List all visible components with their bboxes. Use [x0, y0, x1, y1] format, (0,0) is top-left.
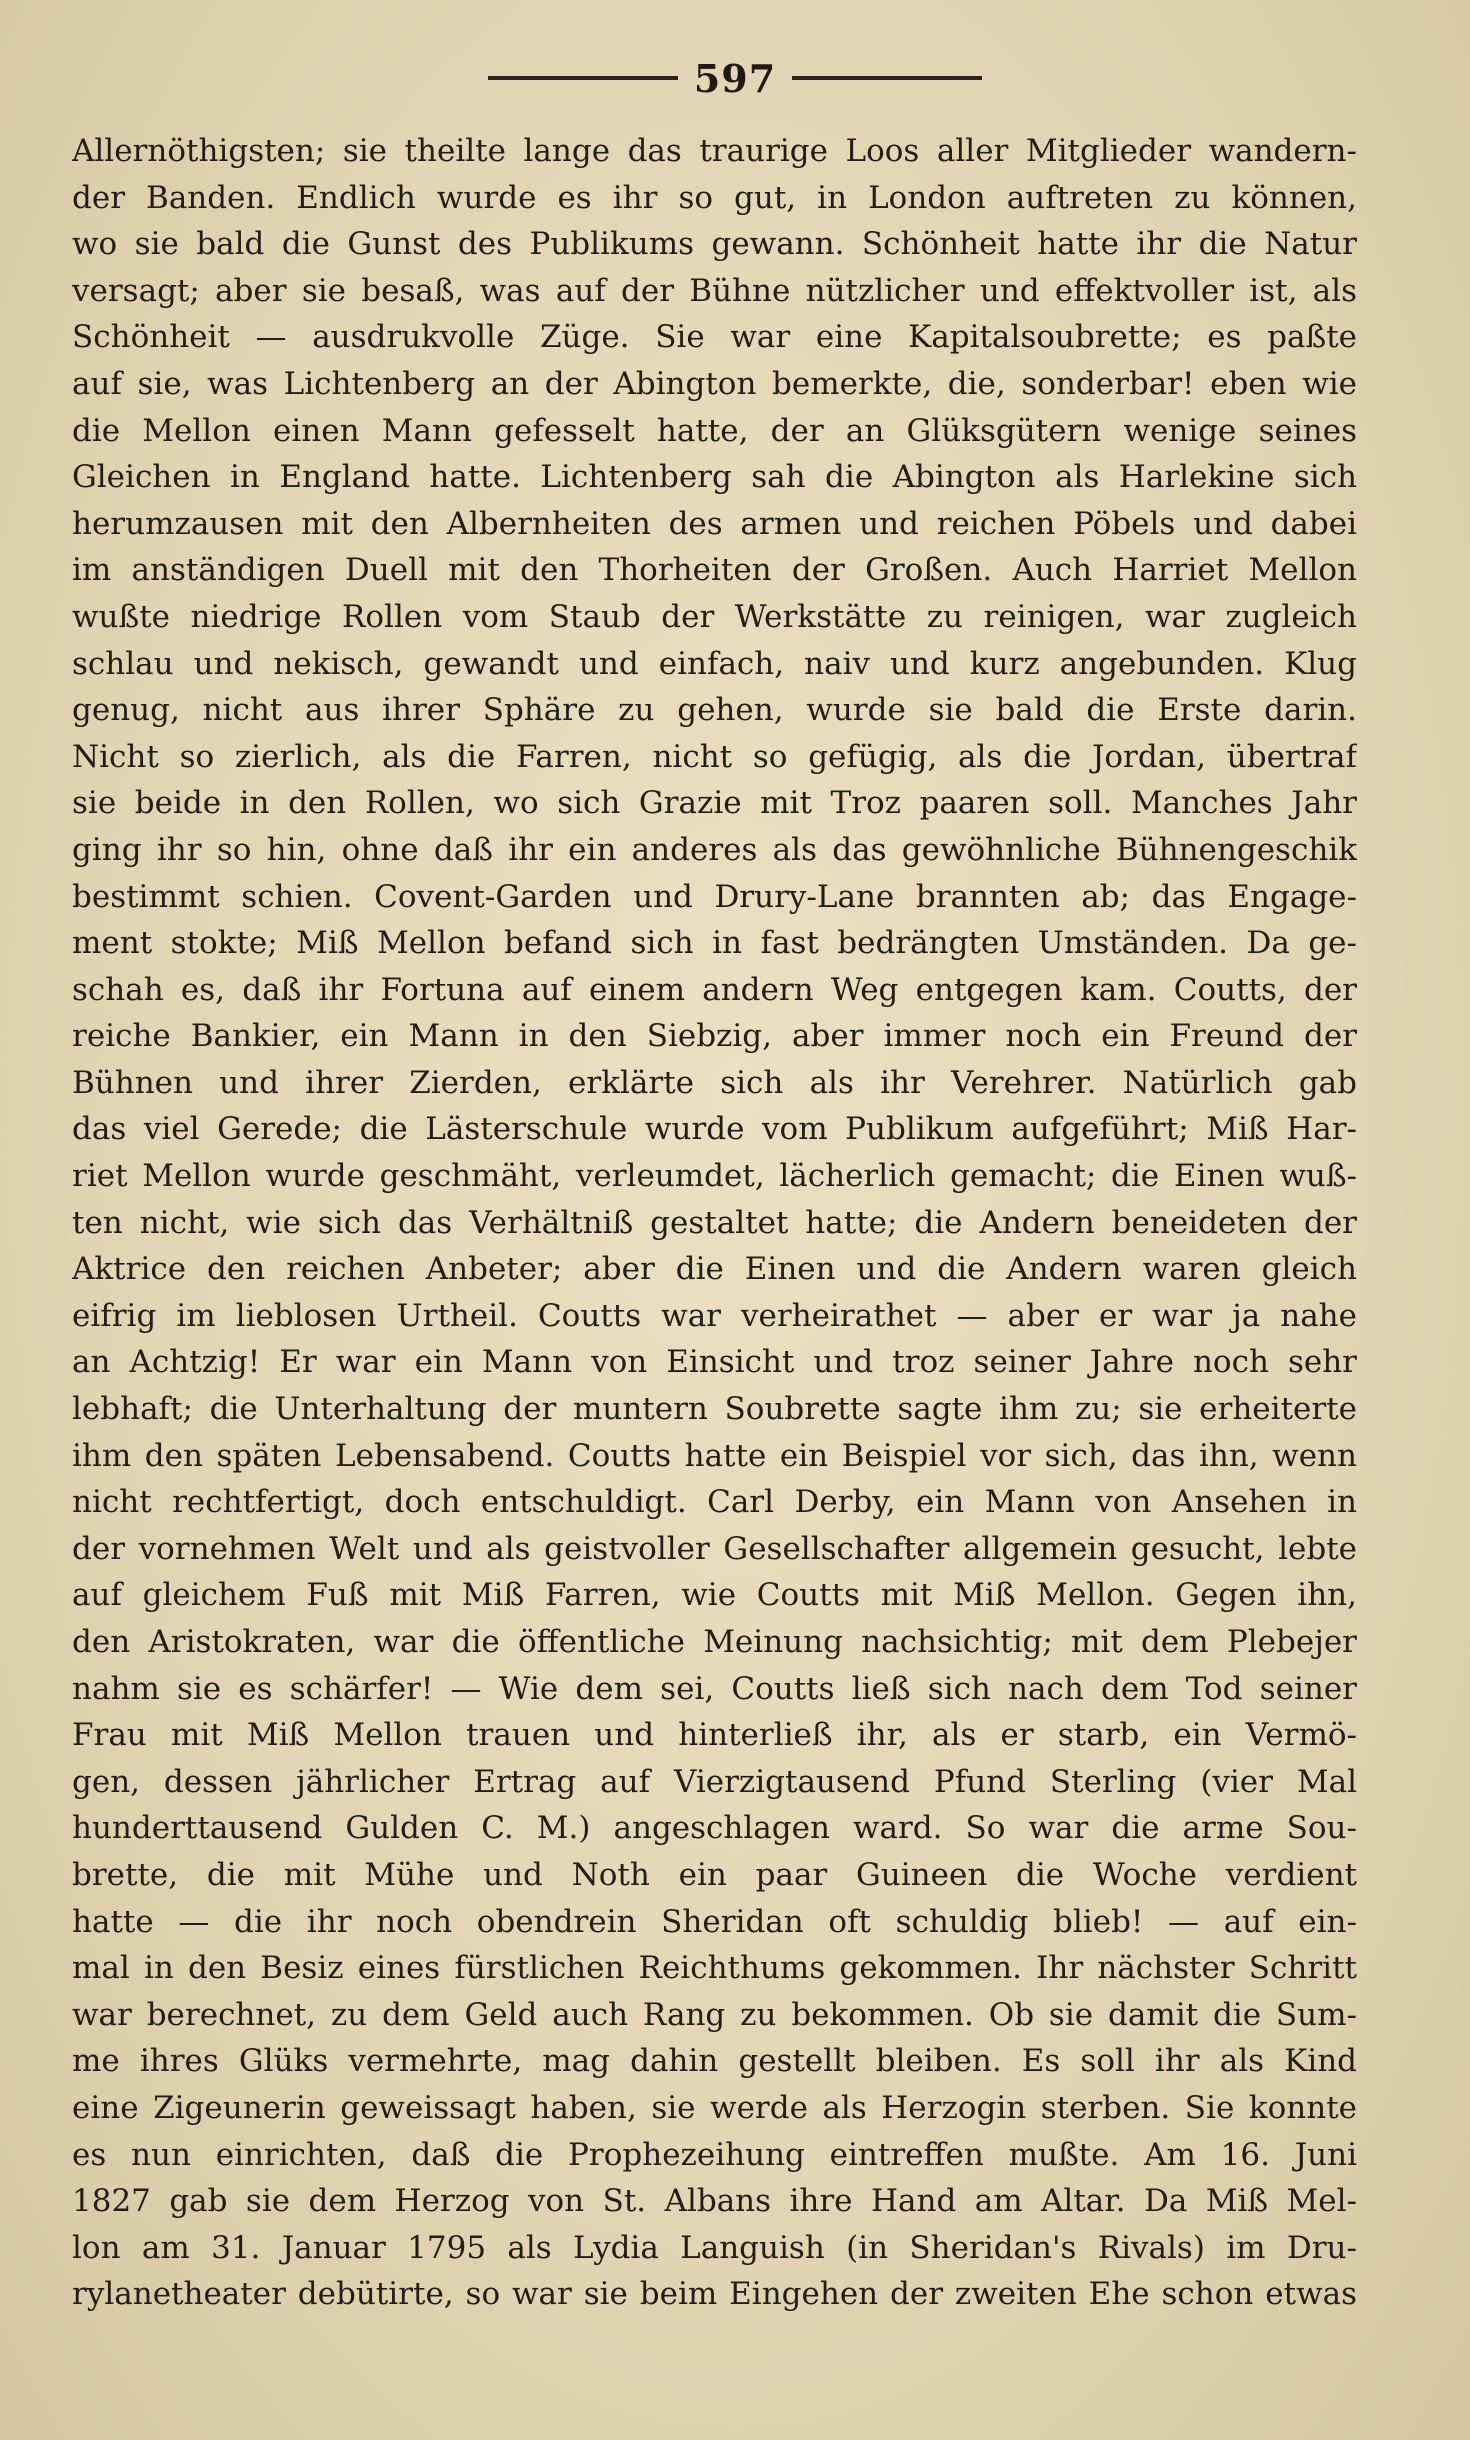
text-line: schlau und nekisch, gewandt und einfach, naiv und kurz angebunden. Klug [72, 645, 1357, 682]
text-line: auf gleichem Fuß mit Miß Farren, wie Coutts mit Miß Mellon. Gegen ihn, [72, 1577, 1357, 1614]
text-line: Nicht so zierlich, als die Farren, nicht so gefügig, als die Jordan, übertraf [72, 738, 1357, 775]
text-line: der vornehmen Welt und als geistvoller Gesellschafter allgemein gesucht, lebte [72, 1530, 1357, 1567]
text-line: Gleichen in England hatte. Lichtenberg sah die Abington als Harlekine sich [72, 459, 1357, 496]
text-line: riet Mellon wurde geschmäht, verleumdet, lächerlich gemacht; die Einen wuß- [72, 1158, 1357, 1195]
text-line: ten nicht, wie sich das Verhältniß gestaltet hatte; die Andern beneideten der [72, 1204, 1357, 1241]
text-line: es nun einrichten, daß die Prophezeihung eintreffen mußte. Am 16. Juni [72, 2136, 1357, 2173]
text-line: me ihres Glüks vermehrte, mag dahin gestellt bleiben. Es soll ihr als Kind [72, 2043, 1357, 2080]
text-line: nahm sie es schärfer! — Wie dem sei, Coutts ließ sich nach dem Tod seiner [72, 1670, 1357, 1707]
text-line: ment stokte; Miß Mellon befand sich in fast bedrängten Umständen. Da ge- [72, 925, 1357, 962]
text-line: lebhaft; die Unterhaltung der muntern Soubrette sagte ihm zu; sie erheiterte [72, 1391, 1357, 1428]
text-line: schah es, daß ihr Fortuna auf einem andern Weg entgegen kam. Coutts, der [72, 971, 1357, 1008]
text-line: an Achtzig! Er war ein Mann von Einsicht und troz seiner Jahre noch sehr [72, 1344, 1357, 1381]
text-line: das viel Gerede; die Lästerschule wurde vom Publikum aufgeführt; Miß Har- [72, 1111, 1357, 1148]
text-line: Frau mit Miß Mellon trauen und hinterließ ihr, als er starb, ein Vermö- [72, 1717, 1357, 1754]
text-line: hunderttausend Gulden C. M.) angeschlagen ward. So war die arme Sou- [72, 1810, 1357, 1847]
text-line: Bühnen und ihrer Zierden, erklärte sich als ihr Verehrer. Natürlich gab [72, 1064, 1357, 1101]
text-line: rylanetheater debütirte, so war sie beim Eingehen der zweiten Ehe schon etwas [72, 2276, 1357, 2313]
page-header [0, 48, 1470, 108]
text-line: hatte — die ihr noch obendrein Sheridan oft schuldig blieb! — auf ein- [72, 1903, 1357, 1940]
text-line: die Mellon einen Mann gefesselt hatte, der an Glüksgütern wenige seines [72, 412, 1357, 449]
text-line: reiche Bankier, ein Mann in den Siebzig, aber immer noch ein Freund der [72, 1018, 1357, 1055]
text-line: Schönheit — ausdrukvolle Züge. Sie war eine Kapitalsoubrette; es paßte [72, 319, 1357, 356]
text-line: den Aristokraten, war die öffentliche Meinung nachsichtig; mit dem Plebejer [72, 1624, 1357, 1660]
text-line: 1827 gab sie dem Herzog von St. Albans ihre Hand am Altar. Da Miß Mel- [72, 2183, 1357, 2220]
text-line: ihm den späten Lebensabend. Coutts hatte ein Beispiel vor sich, das ihn, wenn [72, 1437, 1357, 1474]
text-line: genug, nicht aus ihrer Sphäre zu gehen, wurde sie bald die Erste darin. [72, 692, 1357, 729]
text-line: eifrig im lieblosen Urtheil. Coutts war verheirathet — aber er war ja nahe [72, 1297, 1357, 1334]
text-line: auf sie, was Lichtenberg an der Abington bemerkte, die, sonderbar! eben wie [72, 365, 1357, 402]
text-line: lon am 31. Januar 1795 als Lydia Languish (in Sheridan's Rivals) im Dru- [72, 2229, 1357, 2266]
text-line: bestimmt schien. Covent-Garden und Drury-Lane brannten ab; das Engage- [72, 878, 1357, 915]
text-line: eine Zigeunerin geweissagt haben, sie werde als Herzogin sterben. Sie konnte [72, 2089, 1357, 2126]
text-line: herumzausen mit den Albernheiten des armen und reichen Pöbels und dabei [72, 505, 1357, 542]
text-line: brette, die mit Mühe und Noth ein paar Guineen die Woche verdient [72, 1856, 1357, 1893]
text-line: nicht rechtfertigt, doch entschuldigt. Carl Derby, ein Mann von Ansehen in [72, 1484, 1357, 1521]
text-line: gen, dessen jährlicher Ertrag auf Vierzigtausend Pfund Sterling (vier Mal [72, 1763, 1357, 1800]
text-line: ging ihr so hin, ohne daß ihr ein anderes als das gewöhnliche Bühnengeschik [72, 831, 1357, 868]
text-line: versagt; aber sie besaß, was auf der Bühne nützlicher und effektvoller ist, als [72, 272, 1357, 309]
page-number: 597 [693, 55, 777, 101]
header-rule-right [792, 76, 982, 80]
text-line: sie beide in den Rollen, wo sich Grazie mit Troz paaren soll. Manches Jahr [72, 785, 1357, 822]
text-line: Allernöthigsten; sie theilte lange das traurige Loos aller Mitglieder wandern- [72, 133, 1357, 169]
body-text [72, 128, 1357, 2318]
text-line: war berechnet, zu dem Geld auch Rang zu bekommen. Ob sie damit die Sum- [72, 1996, 1357, 2033]
text-line: Aktrice den reichen Anbeter; aber die Einen und die Andern waren gleich [72, 1251, 1357, 1288]
text-line: im anständigen Duell mit den Thorheiten der Großen. Auch Harriet Mellon [72, 552, 1357, 589]
text-line: wo sie bald die Gunst des Publikums gewann. Schönheit hatte ihr die Natur [72, 226, 1357, 263]
text-line: mal in den Besiz eines fürstlichen Reichthums gekommen. Ihr nächster Schritt [72, 1950, 1357, 1987]
header-rule-left [488, 76, 678, 80]
text-line: wußte niedrige Rollen vom Staub der Werkstätte zu reinigen, war zugleich [72, 598, 1357, 635]
text-line: der Banden. Endlich wurde es ihr so gut, in London auftreten zu können, [72, 179, 1357, 216]
